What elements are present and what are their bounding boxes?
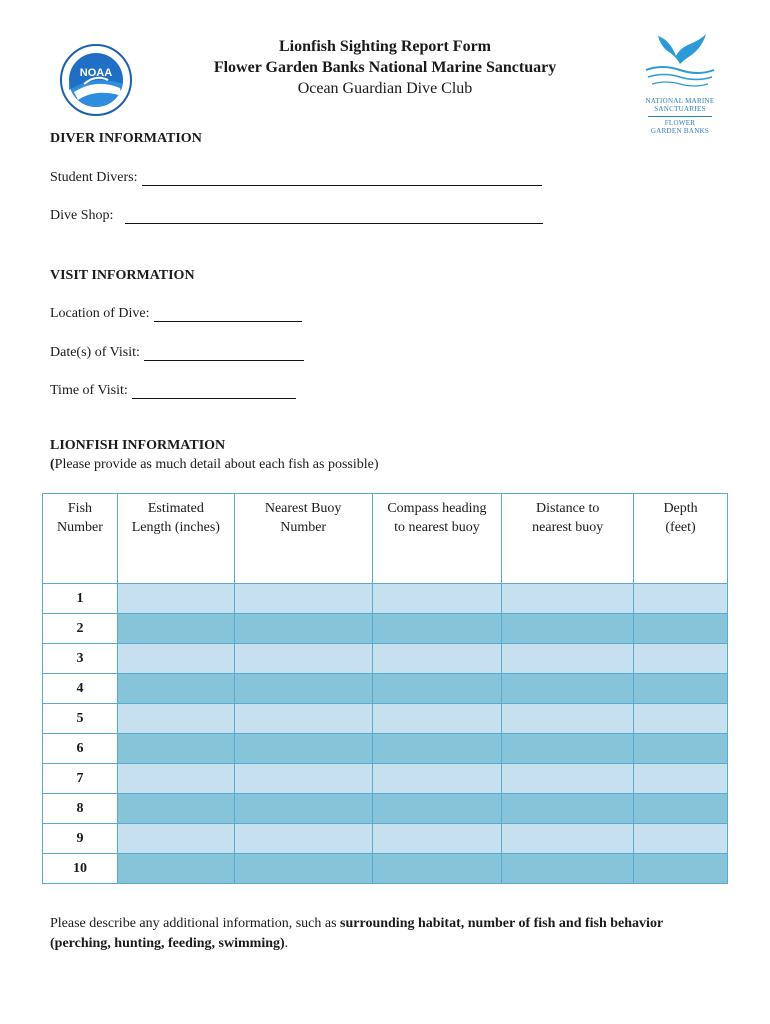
fgb-logo [640, 30, 720, 135]
table-row [43, 584, 728, 614]
noaa-logo-text: NOAA [79, 67, 113, 79]
title-line-3: Ocean Guardian Dive Club [297, 80, 473, 97]
lionfish-info-note-text: Please provide as much detail about each fish as possible) [54, 457, 379, 472]
compass-cell[interactable] [372, 824, 502, 854]
fish-number-cell: 10 [43, 854, 118, 884]
header-nearest-buoy: Nearest Buoy Number [234, 494, 372, 584]
length-cell[interactable] [117, 854, 234, 884]
length-cell[interactable] [117, 644, 234, 674]
location-label: Location of Dive: [50, 306, 150, 321]
distance-cell[interactable] [502, 824, 634, 854]
table-row [43, 734, 728, 764]
table-row [43, 824, 728, 854]
header-estimated-length: Estimated Length (inches) [117, 494, 234, 584]
lionfish-info-heading: LIONFISH INFORMATION [50, 438, 226, 453]
compass-cell[interactable] [372, 734, 502, 764]
length-cell[interactable] [117, 824, 234, 854]
header-depth: Depth (feet) [634, 494, 728, 584]
buoy-cell[interactable] [234, 824, 372, 854]
fish-number-cell: 3 [43, 644, 118, 674]
length-cell[interactable] [117, 734, 234, 764]
table-row [43, 644, 728, 674]
footer-part-3: . [284, 936, 289, 951]
visit-info-heading: VISIT INFORMATION [50, 268, 195, 283]
student-divers-label: Student Divers: [50, 170, 138, 185]
compass-cell[interactable] [372, 794, 502, 824]
depth-cell[interactable] [634, 674, 728, 704]
buoy-cell[interactable] [234, 614, 372, 644]
buoy-cell[interactable] [234, 794, 372, 824]
buoy-cell[interactable] [234, 674, 372, 704]
depth-cell[interactable] [634, 764, 728, 794]
location-field[interactable] [50, 306, 302, 322]
table-row [43, 794, 728, 824]
depth-cell[interactable] [634, 584, 728, 614]
table-row [43, 854, 728, 884]
distance-cell[interactable] [502, 854, 634, 884]
logo-text-3: FLOWER [664, 119, 696, 127]
compass-cell[interactable] [372, 704, 502, 734]
compass-cell[interactable] [372, 614, 502, 644]
fish-number-cell: 4 [43, 674, 118, 704]
buoy-cell[interactable] [234, 734, 372, 764]
length-cell[interactable] [117, 674, 234, 704]
logo-text-4: GARDEN BANKS [650, 127, 710, 135]
dates-field[interactable] [50, 345, 304, 361]
whale-tail-icon [640, 30, 720, 92]
dive-shop-field[interactable] [50, 208, 543, 224]
table-row [43, 614, 728, 644]
fish-number-cell: 7 [43, 764, 118, 794]
table-row [43, 674, 728, 704]
buoy-cell[interactable] [234, 764, 372, 794]
time-field[interactable] [50, 383, 296, 399]
footer-part-1: Please describe any additional information, such as [50, 916, 341, 931]
header-distance: Distance to nearest buoy [502, 494, 634, 584]
compass-cell[interactable] [372, 644, 502, 674]
compass-cell[interactable] [372, 674, 502, 704]
logo-divider [648, 116, 712, 117]
fish-number-cell: 6 [43, 734, 118, 764]
logo-text-2: SANCTUARIES [654, 105, 706, 113]
header-compass-heading: Compass heading to nearest buoy [372, 494, 502, 584]
dive-shop-label: Dive Shop: [50, 208, 114, 223]
distance-cell[interactable] [502, 734, 634, 764]
length-cell[interactable] [117, 584, 234, 614]
distance-cell[interactable] [502, 704, 634, 734]
compass-cell[interactable] [372, 584, 502, 614]
buoy-cell[interactable] [234, 644, 372, 674]
depth-cell[interactable] [634, 854, 728, 884]
depth-cell[interactable] [634, 644, 728, 674]
depth-cell[interactable] [634, 824, 728, 854]
distance-cell[interactable] [502, 764, 634, 794]
depth-cell[interactable] [634, 704, 728, 734]
table-row [43, 704, 728, 734]
compass-cell[interactable] [372, 764, 502, 794]
lionfish-table [42, 493, 728, 884]
length-cell[interactable] [117, 614, 234, 644]
distance-cell[interactable] [502, 584, 634, 614]
dates-input-line[interactable] [144, 346, 304, 361]
length-cell[interactable] [117, 794, 234, 824]
header-fish-number: Fish Number [43, 494, 118, 584]
fish-number-cell: 5 [43, 704, 118, 734]
depth-cell[interactable] [634, 614, 728, 644]
buoy-cell[interactable] [234, 704, 372, 734]
time-label: Time of Visit: [50, 383, 128, 398]
diver-info-heading: DIVER INFORMATION [50, 131, 202, 146]
fish-number-cell: 2 [43, 614, 118, 644]
dates-label: Date(s) of Visit: [50, 345, 140, 360]
length-cell[interactable] [117, 704, 234, 734]
distance-cell[interactable] [502, 794, 634, 824]
title-line-2: Flower Garden Banks National Marine Sanctuary [213, 59, 557, 76]
table-row [43, 764, 728, 794]
length-cell[interactable] [117, 764, 234, 794]
additional-info-prompt [50, 914, 690, 954]
fish-number-cell: 1 [43, 584, 118, 614]
location-input-line[interactable] [154, 307, 302, 322]
logo-text-1: NATIONAL MARINE [645, 97, 715, 105]
compass-cell[interactable] [372, 854, 502, 884]
table-header-row [43, 494, 728, 584]
distance-cell[interactable] [502, 644, 634, 674]
buoy-cell[interactable] [234, 584, 372, 614]
fish-number-cell: 9 [43, 824, 118, 854]
lionfish-info-note: (Please provide as much detail about each fish as possible) [50, 457, 379, 472]
depth-cell[interactable] [634, 734, 728, 764]
fish-number-cell: 8 [43, 794, 118, 824]
dive-shop-input-line[interactable] [125, 209, 543, 224]
student-divers-input-line[interactable] [142, 171, 542, 186]
depth-cell[interactable] [634, 794, 728, 824]
footer-part-2: surrounding habitat, number of fish and fish behavior (perching, hunting, feeding, swimming) [50, 916, 663, 951]
title-line-1: Lionfish Sighting Report Form [278, 38, 491, 55]
distance-cell[interactable] [502, 674, 634, 704]
buoy-cell[interactable] [234, 854, 372, 884]
time-input-line[interactable] [132, 384, 296, 399]
distance-cell[interactable] [502, 614, 634, 644]
student-divers-field[interactable] [50, 170, 542, 186]
